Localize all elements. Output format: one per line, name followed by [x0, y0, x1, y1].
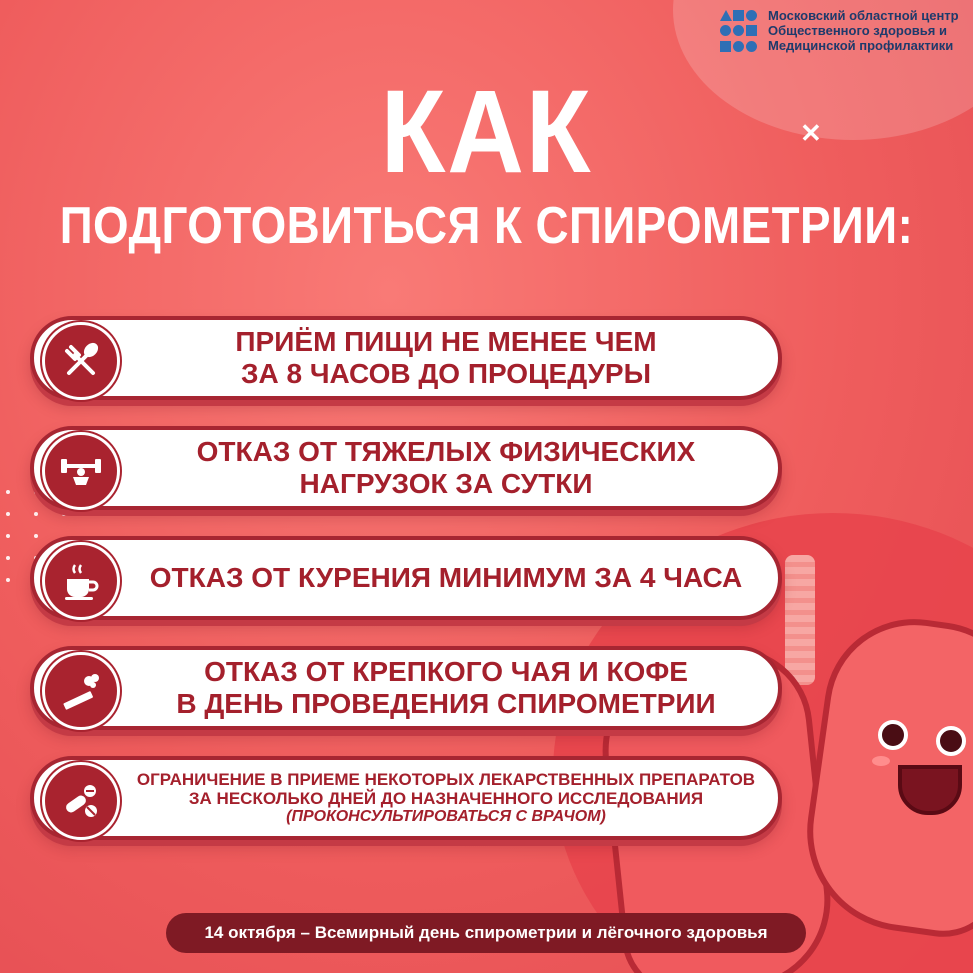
tip-line-1: ОГРАНИЧЕНИЕ В ПРИЕМЕ НЕКОТОРЫХ ЛЕКАРСТВЕННЫХ ПРЕПАРАТОВ	[136, 770, 756, 789]
weightlifter-icon	[42, 432, 120, 510]
tip-text	[126, 540, 766, 616]
trachea-illustration	[785, 555, 815, 685]
tip-text	[126, 430, 766, 506]
logo-line-1: Московский областной центр	[768, 8, 959, 23]
lung-cheek	[872, 756, 890, 766]
tip-line-1: ПРИЁМ ПИЩИ НЕ МЕНЕЕ ЧЕМ	[235, 326, 657, 357]
sparkle-icon: ✕	[800, 118, 822, 148]
logo-line-3: Медицинской профилактики	[768, 38, 954, 53]
tip-text	[126, 650, 766, 726]
spoon-fork-icon	[42, 322, 120, 400]
headline	[0, 66, 973, 255]
tip-line-2: ЗА 8 ЧАСОВ ДО ПРОЦЕДУРЫ	[240, 358, 652, 389]
lung-eye	[936, 726, 966, 756]
tip-line-2: НАГРУЗОК ЗА СУТКИ	[299, 468, 593, 499]
logo-text	[768, 8, 959, 53]
tip-line-2: В ДЕНЬ ПРОВЕДЕНИЯ СПИРОМЕТРИИ	[176, 688, 716, 719]
tip-card-meal	[30, 316, 782, 400]
headline-subtitle: ПОДГОТОВИТЬСЯ К СПИРОМЕТРИИ:	[59, 197, 914, 255]
tip-line-1: ОТКАЗ ОТ КУРЕНИЯ МИНИМУМ ЗА 4 ЧАСА	[149, 562, 743, 593]
tip-text	[126, 320, 766, 396]
tip-card-medication	[30, 756, 782, 840]
tip-card-smoking	[30, 536, 782, 620]
lung-eye	[878, 720, 908, 750]
cigarette-icon	[42, 652, 120, 730]
footer-banner: 14 октября – Всемирный день спирометрии и лёгочного здоровья	[166, 913, 806, 953]
organization-logo	[720, 8, 959, 54]
coffee-cup-icon	[42, 542, 120, 620]
tip-text	[126, 760, 766, 836]
tip-card-tea-coffee	[30, 646, 782, 730]
tip-line-1: ОТКАЗ ОТ КРЕПКОГО ЧАЯ И КОФЕ	[204, 656, 688, 687]
logo-line-2: Общественного здоровья и	[768, 23, 947, 38]
tip-line-1: ОТКАЗ ОТ ТЯЖЕЛЫХ ФИЗИЧЕСКИХ	[196, 436, 696, 467]
headline-title: КАК	[380, 66, 593, 198]
tip-note: (ПРОКОНСУЛЬТИРОВАТЬСЯ С ВРАЧОМ)	[286, 808, 606, 825]
tip-line-2: ЗА НЕСКОЛЬКО ДНЕЙ ДО НАЗНАЧЕННОГО ИССЛЕДОВАНИЯ	[188, 789, 704, 808]
pills-icon	[42, 762, 120, 840]
tip-card-exercise	[30, 426, 782, 510]
logo-mark-icon	[720, 10, 758, 54]
